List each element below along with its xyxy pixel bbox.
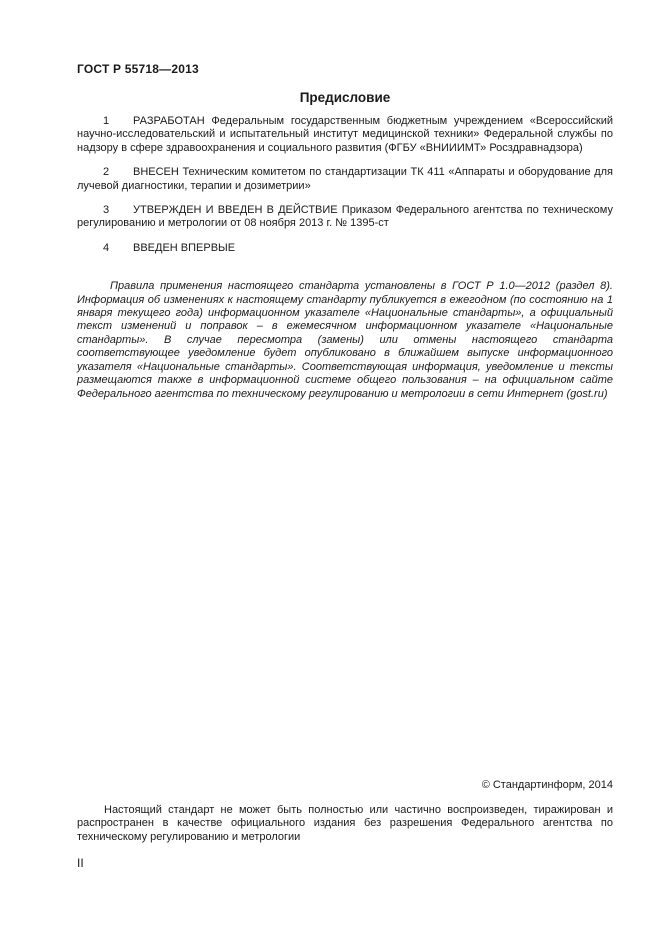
reproduction-restriction: Настоящий стандарт не может быть полностью или частично воспроизведен, тиражирован и распространен в качестве официального издания без разрешения Федерального агентства по техническому регулированию и метрологии — [77, 804, 613, 843]
preface-paragraph-3 — [77, 204, 613, 231]
preface-paragraph-1 — [77, 115, 613, 155]
paragraph-text: РАЗРАБОТАН Федеральным государственным бюджетным учреждением «Всероссийский научно-исследовательский и испытательный институт медицинской техники» Федеральной службы по надзору в сфере здравоохранения и социального развития (ФГБУ «ВНИИИМТ» Росздравнадзора) — [77, 115, 613, 154]
preface-paragraphs — [77, 115, 613, 255]
preface-paragraph-4 — [77, 242, 613, 255]
paragraph-text: ВНЕСЕН Техническим комитетом по стандартизации ТК 411 «Аппараты и оборудование для лучевой диагностики, терапии и дозиметрии» — [77, 166, 613, 192]
paragraph-number: 3 — [103, 204, 110, 217]
paragraph-number: 2 — [103, 166, 110, 179]
page-title: Предисловие — [299, 90, 391, 105]
document-page-content — [77, 0, 613, 401]
preface-paragraph-2 — [77, 166, 613, 193]
paragraph-text: ВВЕДЕН ВПЕРВЫЕ — [133, 241, 236, 254]
doc-code: ГОСТ Р 55718—2013 — [77, 62, 199, 76]
paragraph-number: 4 — [103, 241, 110, 254]
page-number: II — [77, 856, 84, 870]
copyright-line: © Стандартинформ, 2014 — [481, 779, 613, 791]
paragraph-text: УТВЕРЖДЕН И ВВЕДЕН В ДЕЙСТВИЕ Приказом Федерального агентства по техническому регулированию и метрологии от 08 ноября 2013 г. № 1395-ст — [77, 204, 613, 230]
application-rules-note: Правила применения настоящего стандарта установлены в ГОСТ Р 1.0—2012 (раздел 8). Информация об изменениях к настоящему стандарту публикуется в ежегодном (по состоянию на 1 января текущего года) информационном указателе «Национальные стандарты», а официальный текст изменений и поправок – в ежемесячном информационном указателе «Национальные стандарты». В случае пересмотра (замены) или отмены настоящего стандарта соответствующее уведомление будет опубликовано в ближайшем выпуске информационного указателя «Национальные стандарты». Соответствующая информация, уведомление и тексты размещаются также в информационной системе общего пользования – на официальном сайте Федерального агентства по техническому регулированию и метрологии в сети Интернет (gost.ru) — [77, 280, 613, 400]
paragraph-number: 1 — [103, 115, 110, 127]
